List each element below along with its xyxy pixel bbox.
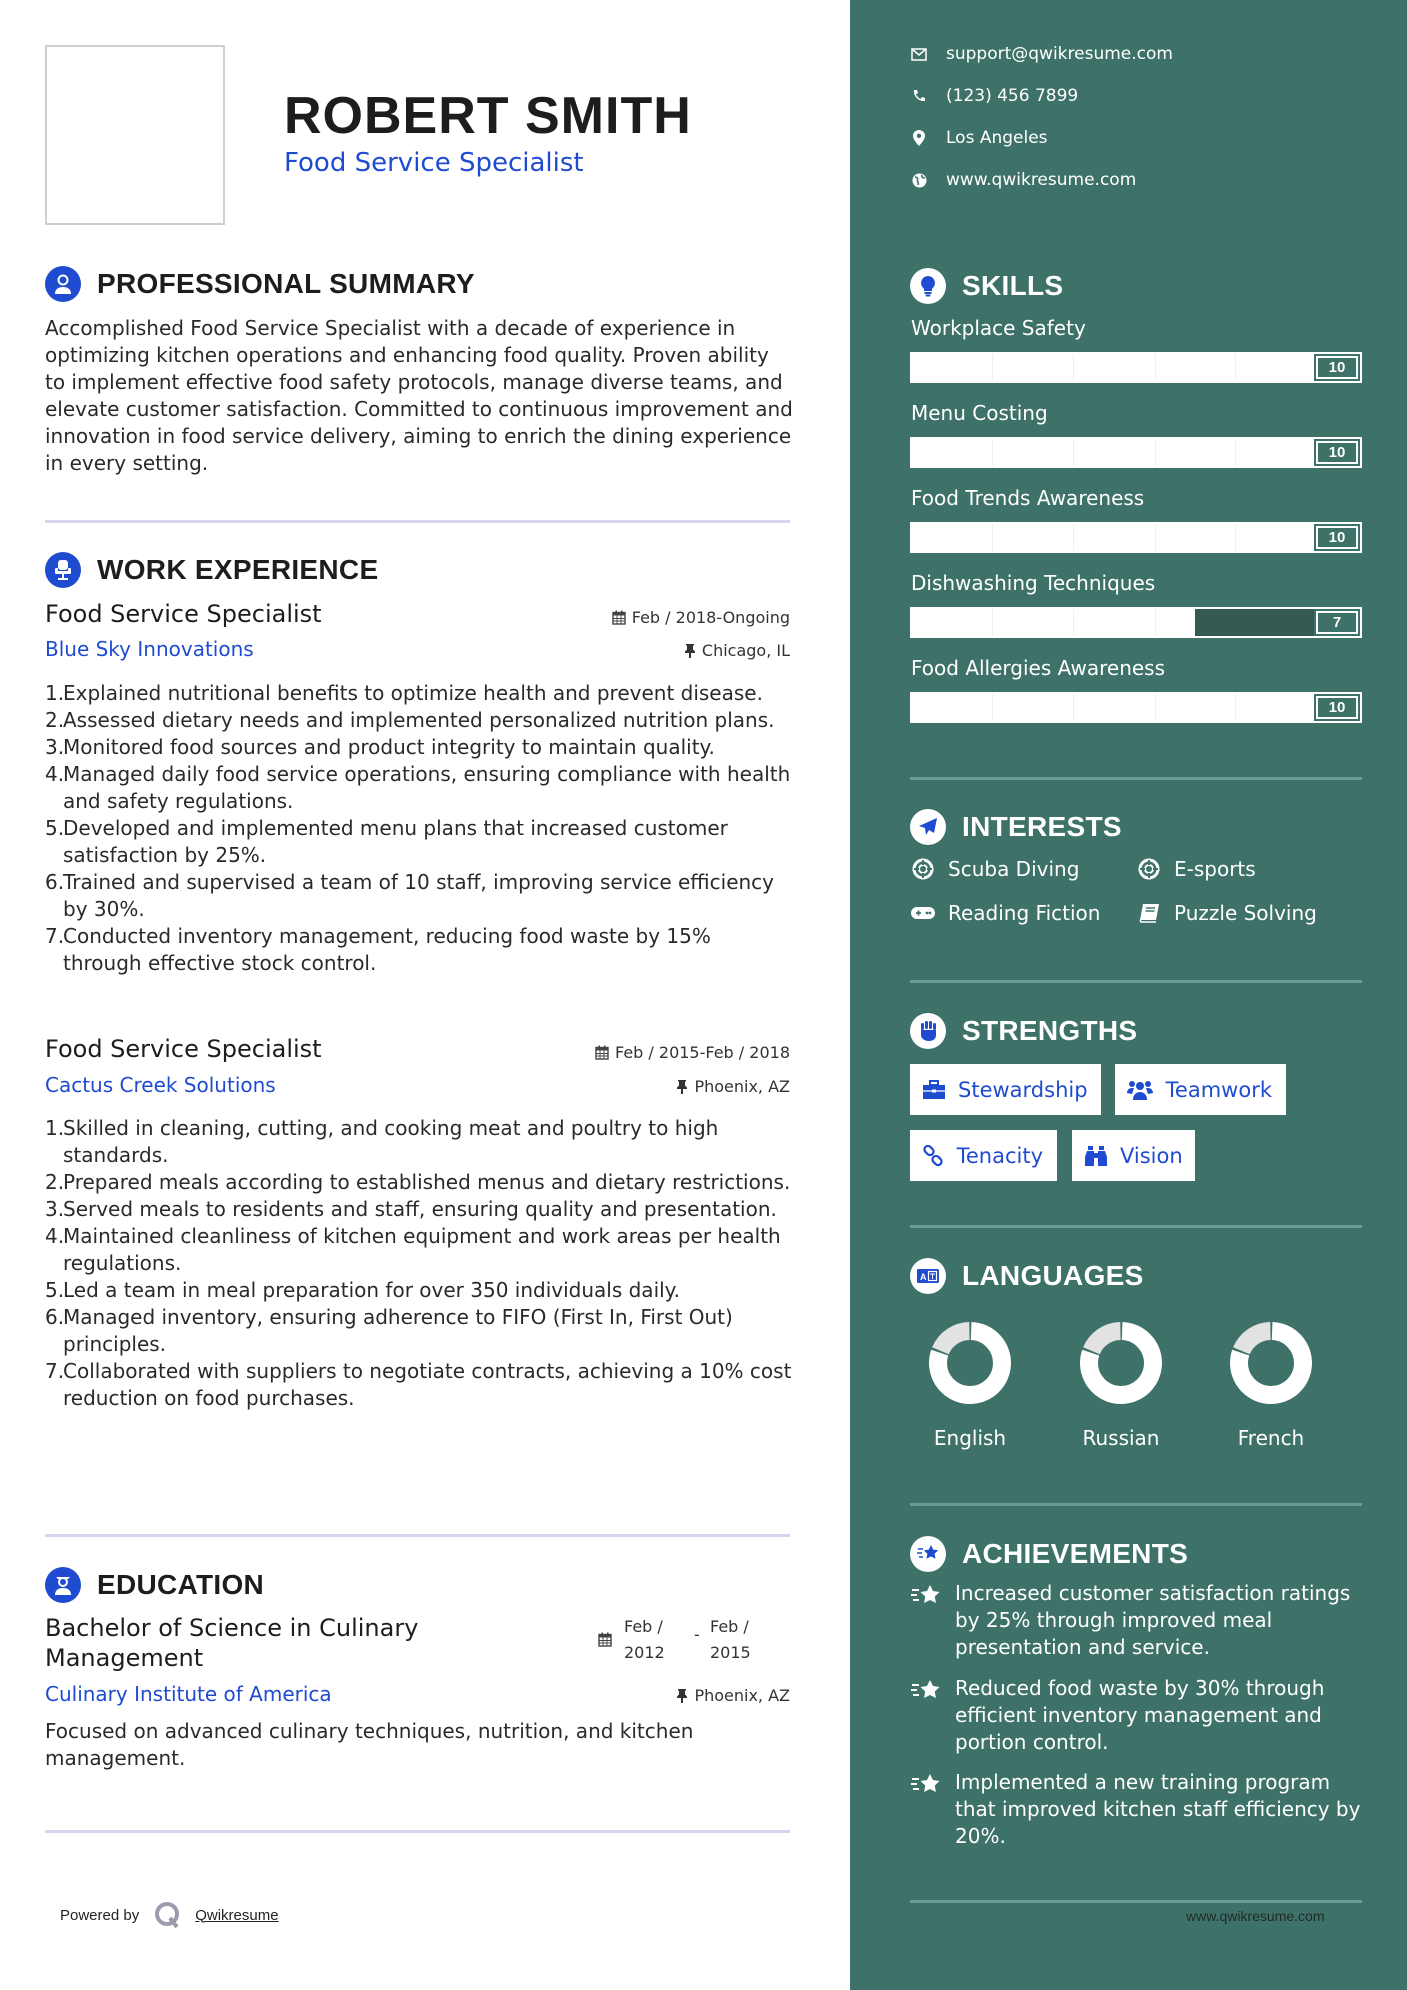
strength-label: Vision <box>1120 1143 1183 1168</box>
company-name: Cactus Creek Solutions <box>45 1073 276 1097</box>
lightbulb-icon <box>910 268 946 304</box>
phone-icon <box>910 87 928 105</box>
skill-bar <box>910 522 1362 553</box>
list-item: 7. Collaborated with suppliers to negotiate contracts, achieving a 10% cost reduction on food purchases. <box>45 1359 792 1410</box>
languages-title: LANGUAGES <box>962 1260 1144 1291</box>
svg-text:A: A <box>920 1272 927 1282</box>
qwikresume-logo-icon <box>153 1900 183 1930</box>
job-title: Food Service Specialist <box>45 600 322 628</box>
education-location-text: Phoenix, AZ <box>694 1686 790 1705</box>
shooting-star-icon <box>910 1769 945 1850</box>
job-title: Food Service Specialist <box>45 1035 322 1063</box>
list-item: 5. Led a team in meal preparation for over 350 individuals daily. <box>45 1278 681 1302</box>
skill-bar <box>910 352 1362 383</box>
interest-item <box>1136 857 1256 881</box>
interest-label: Scuba Diving <box>948 857 1080 881</box>
job-location-text: Phoenix, AZ <box>694 1077 790 1096</box>
office-chair-icon <box>45 552 81 588</box>
strengths-heading <box>910 1013 1137 1049</box>
list-item: 5. Developed and implemented menu plans that increased customer satisfaction by 25%. <box>45 816 728 867</box>
contact-location <box>910 128 1048 148</box>
interest-item <box>1136 901 1317 925</box>
fist-icon <box>910 1013 946 1049</box>
skill-score: 7 <box>1316 611 1358 634</box>
list-item: 4. Managed daily food service operations, ensuring compliance with health and safety regulations. <box>45 762 791 813</box>
skill-label: Workplace Safety <box>911 316 1086 340</box>
footer-website-link[interactable]: www.qwikresume.com <box>1186 1908 1325 1924</box>
pushpin-icon <box>684 643 696 658</box>
skill-bar <box>910 437 1362 468</box>
job-dates-text: Feb / 2015-Feb / 2018 <box>615 1043 790 1062</box>
summary-title: PROFESSIONAL SUMMARY <box>97 268 475 299</box>
education-end: Feb / 2015 <box>710 1617 751 1662</box>
skill-score: 10 <box>1316 526 1358 549</box>
map-marker-icon <box>910 129 928 147</box>
list-item: 6. Managed inventory, ensuring adherence to FIFO (First In, First Out) principles. <box>45 1305 733 1356</box>
interests-heading <box>910 809 1122 845</box>
languages-heading <box>910 1258 1144 1294</box>
powered-by-label: Powered by <box>60 1906 140 1924</box>
section-divider <box>910 1503 1362 1506</box>
skill-bar <box>910 607 1362 638</box>
link-icon <box>922 1143 945 1169</box>
briefcase-icon <box>922 1077 946 1103</box>
language-label: English <box>933 1426 1007 1450</box>
calendar-icon <box>595 1045 609 1060</box>
job-bullets <box>45 680 795 977</box>
candidate-title: Food Service Specialist <box>284 148 584 178</box>
skills-heading <box>910 268 1063 304</box>
job-dates <box>612 608 790 627</box>
shooting-star-icon <box>910 1536 946 1572</box>
calendar-icon <box>598 1632 612 1647</box>
job-location <box>676 1077 790 1096</box>
education-location <box>676 1686 790 1705</box>
graduate-icon <box>45 1567 81 1603</box>
language-label: Russian <box>1082 1426 1160 1450</box>
language-item <box>1066 1318 1176 1450</box>
job-dates <box>595 1043 790 1062</box>
achievement-item <box>910 1580 1370 1661</box>
contact-email <box>910 44 1173 64</box>
list-item: 3. Served meals to residents and staff, ensuring quality and presentation. <box>45 1197 777 1221</box>
proficiency-donut <box>915 1318 1025 1408</box>
calendar-icon <box>612 610 626 625</box>
contact-phone <box>910 86 1078 106</box>
strength-chip <box>1072 1130 1195 1181</box>
job-location <box>684 641 790 660</box>
achievements-heading <box>910 1536 1188 1572</box>
interest-label: Reading Fiction <box>948 901 1101 925</box>
life-ring-icon <box>910 857 936 881</box>
list-item: 7. Conducted inventory management, reducing food waste by 15% through effective stock control. <box>45 924 711 975</box>
interest-item <box>910 857 1079 881</box>
section-divider <box>910 1225 1362 1228</box>
job-location-text: Chicago, IL <box>701 641 790 660</box>
binoculars-icon <box>1084 1143 1108 1169</box>
globe-icon <box>910 171 928 189</box>
experience-heading <box>45 552 378 588</box>
achievements-title: ACHIEVEMENTS <box>962 1538 1189 1569</box>
experience-title: WORK EXPERIENCE <box>97 554 379 585</box>
skill-label: Menu Costing <box>911 401 1048 425</box>
strength-label: Teamwork <box>1165 1077 1272 1102</box>
strength-label: Stewardship <box>958 1077 1088 1102</box>
summary-heading <box>45 266 475 302</box>
achievement-text: Reduced food waste by 30% through efficient inventory management and portion control. <box>955 1676 1325 1754</box>
section-divider <box>910 1900 1362 1903</box>
pushpin-icon <box>676 1688 688 1703</box>
education-heading <box>45 1567 264 1603</box>
location-text: Los Angeles <box>946 128 1048 148</box>
company-name: Blue Sky Innovations <box>45 637 254 661</box>
interest-label: E-sports <box>1174 857 1256 881</box>
section-divider <box>910 980 1362 983</box>
achievement-item <box>910 1675 1370 1756</box>
education-start: Feb / 2012 <box>624 1617 665 1662</box>
education-description: Focused on advanced culinary techniques, nutrition, and kitchen management. <box>45 1719 694 1770</box>
interest-label: Puzzle Solving <box>1174 901 1317 925</box>
section-divider <box>910 777 1362 780</box>
website-link[interactable]: www.qwikresume.com <box>946 170 1137 190</box>
skill-label: Food Allergies Awareness <box>911 656 1166 680</box>
profile-photo-placeholder <box>45 45 225 225</box>
school-name: Culinary Institute of America <box>45 1682 332 1706</box>
envelope-icon <box>910 45 928 63</box>
interest-item <box>910 901 1100 925</box>
skills-title: SKILLS <box>962 270 1064 301</box>
skill-score: 10 <box>1316 696 1358 719</box>
job-bullets <box>45 1115 795 1412</box>
strength-chip <box>910 1064 1101 1115</box>
list-item: 1. Explained nutritional benefits to optimize health and prevent disease. <box>45 681 763 705</box>
life-ring-icon <box>1136 857 1162 881</box>
education-dates <box>598 1614 780 1666</box>
strength-label: Tenacity <box>956 1143 1043 1168</box>
interests-title: INTERESTS <box>962 811 1122 842</box>
language-item <box>1216 1318 1326 1450</box>
powered-by <box>60 1900 279 1930</box>
pushpin-icon <box>676 1079 688 1094</box>
user-icon <box>45 266 81 302</box>
section-divider <box>45 520 790 523</box>
book-icon <box>1136 901 1162 925</box>
achievement-text: Increased customer satisfaction ratings by 25% through improved meal presentation and service. <box>955 1581 1351 1659</box>
job-dates-text: Feb / 2018-Ongoing <box>631 608 790 627</box>
language-item <box>915 1318 1025 1450</box>
achievement-item <box>910 1769 1370 1850</box>
skill-score: 10 <box>1316 356 1358 379</box>
skill-bar <box>910 692 1362 723</box>
translate-icon <box>910 1258 946 1294</box>
language-label: French <box>1237 1426 1305 1450</box>
strengths-title: STRENGTHS <box>962 1015 1138 1046</box>
skill-score: 10 <box>1316 441 1358 464</box>
phone-text: (123) 456 7899 <box>946 86 1079 106</box>
skill-label: Dishwashing Techniques <box>911 571 1156 595</box>
list-item: 6. Trained and supervised a team of 10 staff, improving service efficiency by 30%. <box>45 870 775 921</box>
email-link[interactable]: support@qwikresume.com <box>946 44 1173 64</box>
candidate-name: ROBERT SMITH <box>284 87 692 145</box>
summary-text: Accomplished Food Service Specialist with a decade of experience in optimizing kitchen operations and enhancing food quality. Proven ability to implement effective food safety protocols, manage diverse teams, and elevate customer satisfaction. Committed to continuous improvement and innovation in food service delivery, aiming to enrich the dining experience in every setting. <box>45 316 793 475</box>
shooting-star-icon <box>910 1580 945 1661</box>
contact-website <box>910 170 1136 190</box>
education-title: EDUCATION <box>97 1569 265 1600</box>
list-item: 4. Maintained cleanliness of kitchen equipment and work areas per health regulations. <box>45 1224 781 1275</box>
strength-chip <box>910 1130 1057 1181</box>
gamepad-icon <box>910 901 936 925</box>
list-item: 1. Skilled in cleaning, cutting, and cooking meat and poultry to high standards. <box>45 1116 719 1167</box>
achievement-text: Implemented a new training program that improved kitchen staff efficiency by 20%. <box>955 1770 1361 1848</box>
degree-title: Bachelor of Science in Culinary Management <box>45 1614 419 1672</box>
list-item: 2. Prepared meals according to established menus and dietary restrictions. <box>45 1170 791 1194</box>
section-divider <box>45 1534 790 1537</box>
proficiency-donut <box>1066 1318 1176 1408</box>
list-item: 2. Assessed dietary needs and implemented personalized nutrition plans. <box>45 708 775 732</box>
list-item: 3. Monitored food sources and product integrity to maintain quality. <box>45 735 715 759</box>
date-separator: - <box>694 1625 700 1644</box>
section-divider <box>45 1830 790 1833</box>
paper-plane-icon <box>910 809 946 845</box>
proficiency-donut <box>1216 1318 1326 1408</box>
shooting-star-icon <box>910 1675 945 1756</box>
strength-chip <box>1115 1064 1286 1115</box>
skill-label: Food Trends Awareness <box>911 486 1145 510</box>
users-icon <box>1127 1077 1154 1103</box>
qwikresume-link[interactable]: Qwikresume <box>195 1906 279 1924</box>
